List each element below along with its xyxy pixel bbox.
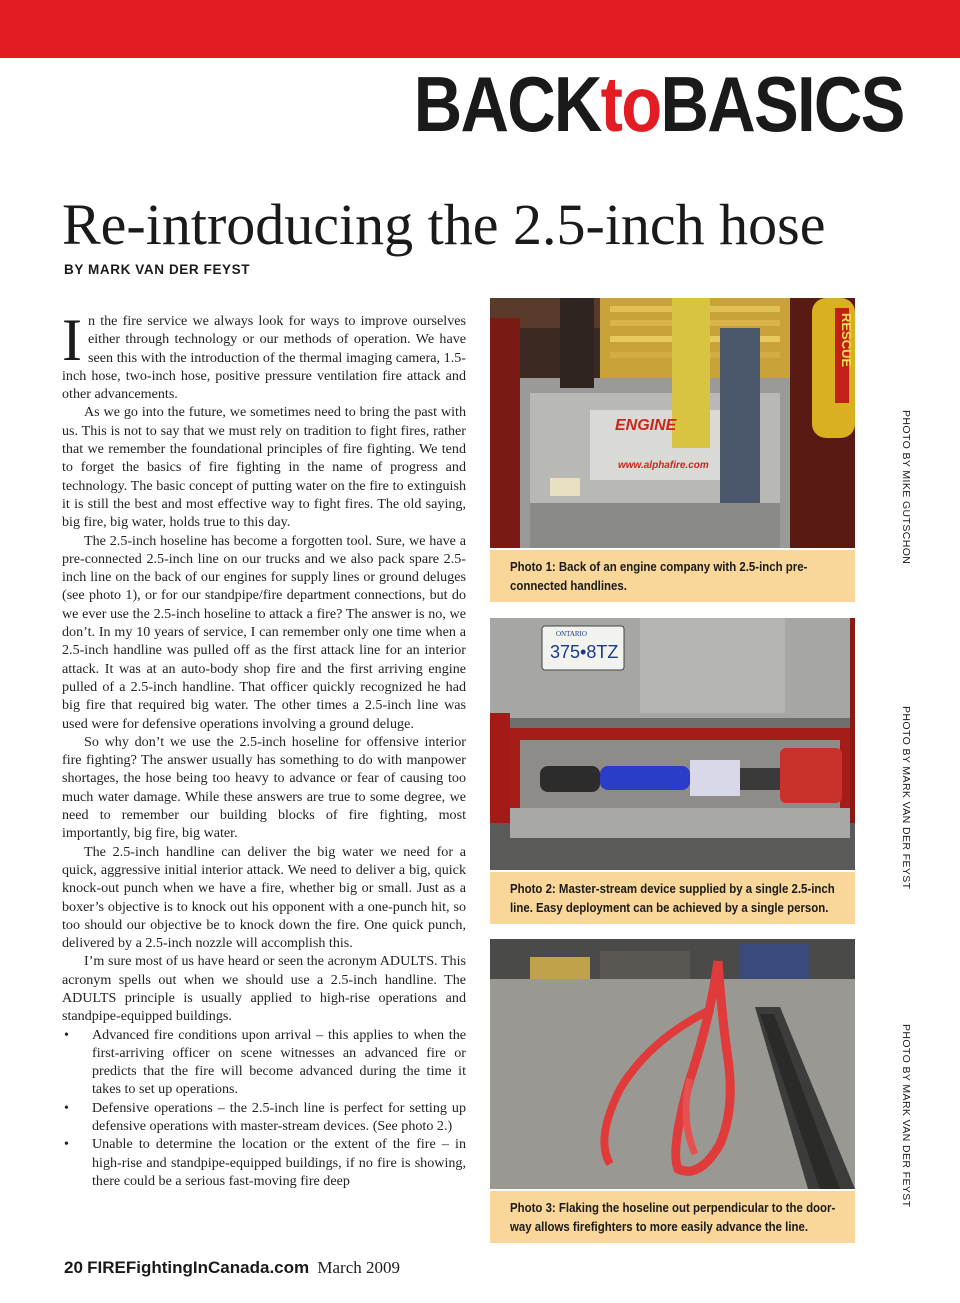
- photo-2-caption-line2: line. Easy deployment can be achieved by a single person.: [510, 900, 829, 915]
- section-title-basics: BASICS: [660, 60, 904, 148]
- section-title-back: BACK: [414, 60, 601, 148]
- footer-date: March 2009: [317, 1258, 400, 1277]
- paragraph-6: I’m sure most of us have heard or seen the acronym ADULTS. This acronym spells out when we should use a 2.5-inch handline. The ADULTS principle is usually applied to high-rise operations and standpipe-equipped buildings.: [62, 953, 466, 1025]
- byline: BY MARK VAN DER FEYST: [64, 262, 251, 277]
- page-number: 20: [64, 1258, 83, 1277]
- photo-1-caption-line2: connected handlines.: [510, 578, 627, 593]
- drop-cap: I: [62, 307, 82, 373]
- photo-2-caption-line1: Photo 2: Master-stream device supplied by a single 2.5-inch: [510, 881, 835, 896]
- paragraph-1: [62, 307, 466, 403]
- paragraph-5: The 2.5-inch handline can deliver the big water we need for a quick, aggressive initial interior attack. We need to deliver a big, quick knock-out punch when we have a fire, whether big or small. Just as a boxer’s objective is to knock out his opponent with a one-punch hit, so too should our objective be to knock down the fire. One quick punch, delivered by a 2.5-inch nozzle will accomplish this.: [62, 843, 466, 952]
- photo-1-block: [490, 298, 855, 603]
- list-item: • Unable to determine the location or the extent of the fire – in high-rise and standpipe-equipped buildings, if no fire is showing, there could be a serious fast-moving fire deep: [62, 1135, 466, 1190]
- paragraph-1-text: n the fire service we always look for ways to improve ourselves either through technology or our methods of operation. We have seen this with the introduction of the thermal imaging camera, 1.5-inch hose, two-inch hose, positive pressure ventilation fire attack and other advancements.: [62, 313, 466, 403]
- photo-1-bag-text: RESCUE: [839, 313, 854, 368]
- photo-2-plate-region: ONTARIO: [556, 630, 587, 638]
- photo-2-image: [490, 618, 855, 870]
- photo-3-caption-line2: way allows firefighters to more easily advance the line.: [510, 1219, 809, 1234]
- adults-list: [62, 1026, 466, 1191]
- photo-3-caption-line1: Photo 3: Flaking the hoseline out perpendicular to the door-: [510, 1200, 836, 1215]
- article-body: [62, 307, 466, 1190]
- list-item: • Defensive operations – the 2.5-inch line is perfect for setting up defensive operations with master-stream devices. (See photo 2.): [62, 1099, 466, 1136]
- photo-1-caption: [490, 550, 855, 602]
- photo-2-credit: PHOTO BY MARK VAN DER FEYST: [900, 706, 912, 890]
- photo-3-svg: [490, 939, 855, 1189]
- paragraph-3: The 2.5-inch hoseline has become a forgotten tool. Sure, we have a pre-connected 2.5-inch line on our trucks and we also pack spare 2.5-inch line on the back of our engines for supply lines or ground deluges (see photo 1), or for our standpipe/fire department connections, but do we ever use the 2.5-inch hoseline to attack a fire? The answer is no, we don’t. In my 10 years of service, I can remember only one time when a 2.5-inch handline was pulled off as the first attack line for an interior attack. It was at an auto-body shop fire and the first arriving engine pulled of a 2.5-inch handline. That officer quickly recognized he had big fire that required big water. The other times a 2.5-inch line was used were for defensive operations involving a ground deluge.: [62, 532, 466, 732]
- photo-2-block: [490, 618, 855, 926]
- photo-1-image: [490, 298, 855, 548]
- footer-site: FIREFightingInCanada.com: [87, 1258, 310, 1277]
- photo-3-caption: [490, 1191, 855, 1243]
- article-title: Re-introducing the 2.5-inch hose: [62, 192, 826, 257]
- paragraph-2: As we go into the future, we sometimes need to bring the past with us. This is not to say that we must rely on tradition to fight fires, rather that we remember the foundational principles of fire fighting. We tend to forget the basics of fire fighting in the name of progress and technology. The basic concept of putting water on the fire to extinguish it is still the best and most effective way to fight fires. The old saying, big fire, big water, holds true to this day.: [62, 404, 466, 531]
- photo-3-block: [490, 939, 855, 1245]
- top-red-bar: [0, 0, 960, 58]
- paragraph-4: So why don’t we use the 2.5-inch hoseline for offensive interior fire fighting? The answer usually has something to do with manpower shortages, the hose being too heavy to advance or fear of causing too much water damage. While these answers are true to some degree, we need to remember our building blocks of fire fighting, most importantly, big fire, big water.: [62, 733, 466, 842]
- list-item: • Advanced fire conditions upon arrival – this applies to when the first-arriving officer on scene witnesses an advanced fire or predicts that the fire will become advanced during the time it takes to set up operations.: [62, 1026, 466, 1099]
- photo-3-credit: PHOTO BY MARK VAN DER FEYST: [900, 1024, 912, 1208]
- photo-1-svg: [490, 298, 855, 548]
- photo-2-plate-number: 375•8TZ: [550, 642, 619, 662]
- photo-1-sign-text: ENGINE: [615, 417, 677, 434]
- page-footer: [64, 1258, 400, 1278]
- photo-2-svg: [490, 618, 855, 870]
- photo-1-sign-url: www.alphafire.com: [618, 460, 709, 471]
- section-title-to: to: [600, 60, 661, 148]
- photo-1-credit: PHOTO BY MIKE GUTSCHON: [900, 410, 912, 565]
- photo-1-caption-line1: Photo 1: Back of an engine company with 2.5-inch pre-: [510, 559, 808, 574]
- section-title: [414, 60, 904, 148]
- photo-2-caption: [490, 872, 855, 924]
- photo-3-image: [490, 939, 855, 1189]
